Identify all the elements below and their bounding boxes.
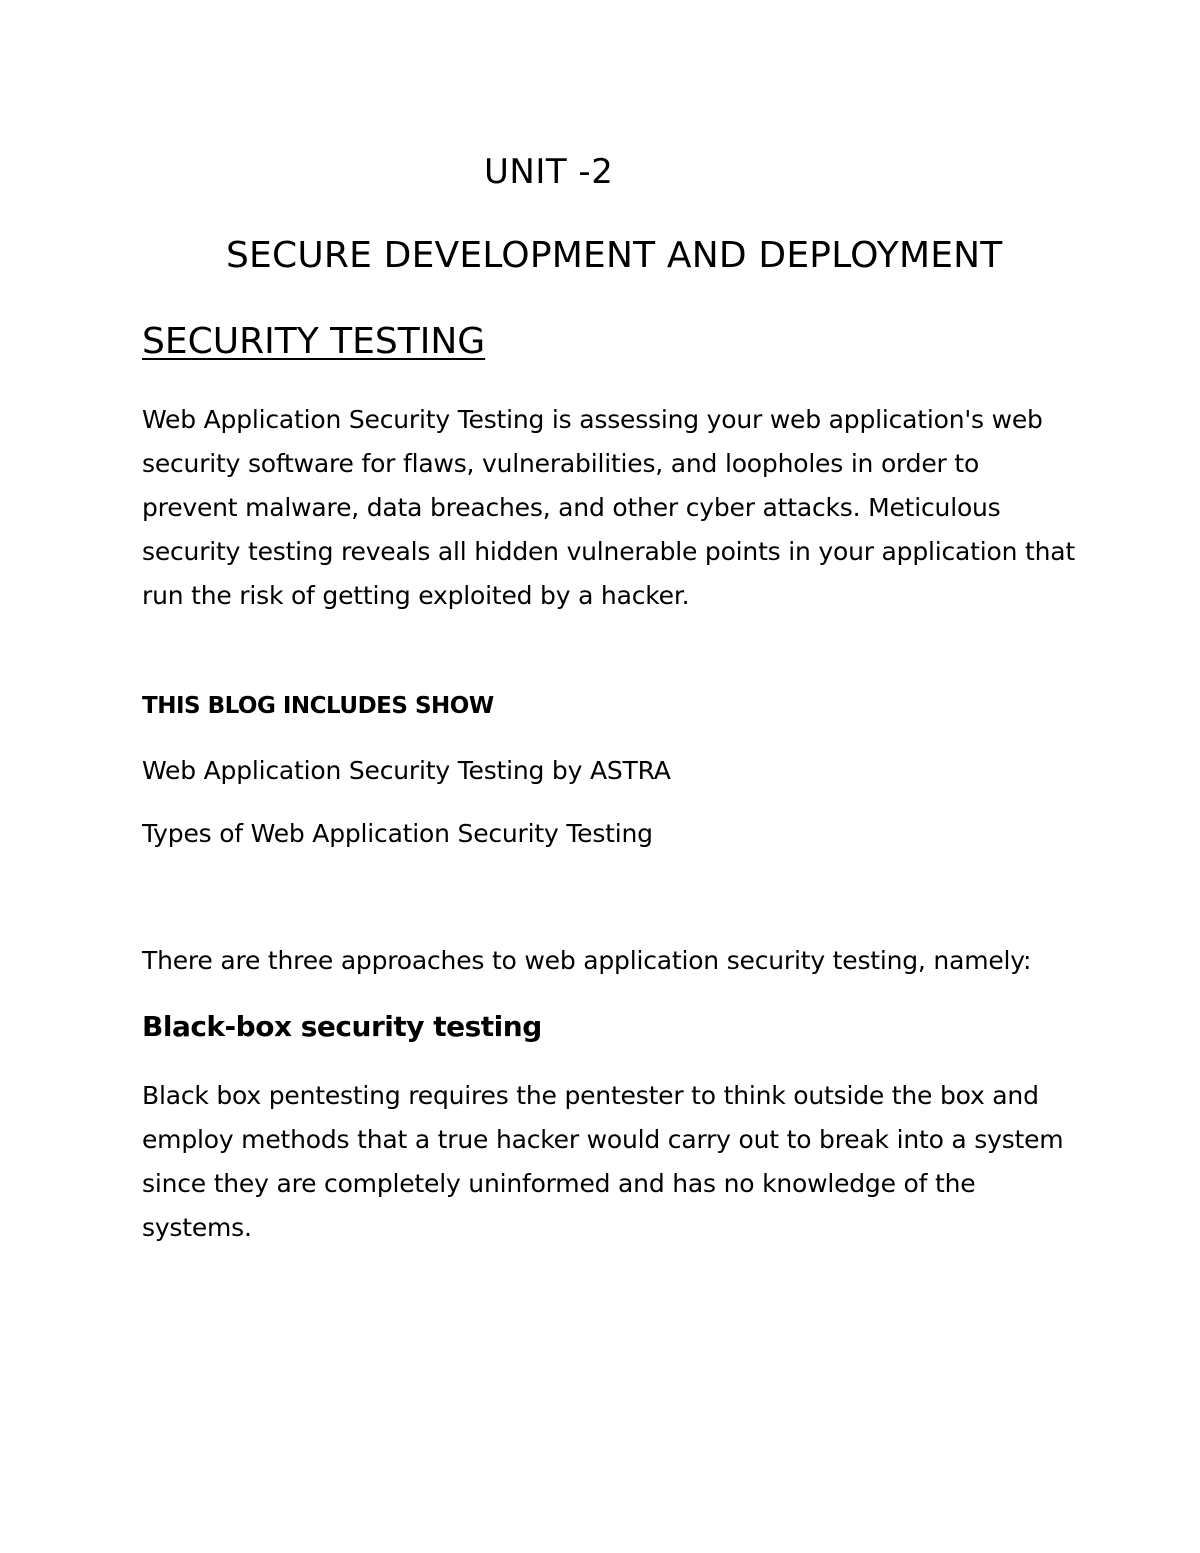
unit-title: UNIT -2 bbox=[484, 152, 614, 192]
approaches-intro: There are three approaches to web application security testing, namely: bbox=[142, 946, 1032, 975]
black-box-heading: Black-box security testing bbox=[142, 1010, 542, 1043]
black-box-paragraph: Black box pentesting requires the pentester to think outside the box and employ methods that a true hacker would carry out to break into a system since they are completely uninformed and has no knowledge of the systems. bbox=[142, 1081, 1064, 1242]
blog-item-astra: Web Application Security Testing by ASTRA bbox=[142, 756, 671, 785]
blog-item-types: Types of Web Application Security Testing bbox=[142, 819, 653, 848]
blog-heading: THIS BLOG INCLUDES SHOW bbox=[142, 693, 494, 719]
section-title: SECURITY TESTING bbox=[142, 321, 486, 362]
main-title: SECURE DEVELOPMENT AND DEPLOYMENT bbox=[226, 235, 1003, 276]
intro-paragraph: Web Application Security Testing is assessing your web application's web security software for flaws, vulnerabilities, and loopholes in order to prevent malware, data breaches, and other cyber attacks. Meticulous security testing reveals all hidden vulnerable points in your application that run the risk of getting exploited by a hacker. bbox=[142, 405, 1075, 610]
